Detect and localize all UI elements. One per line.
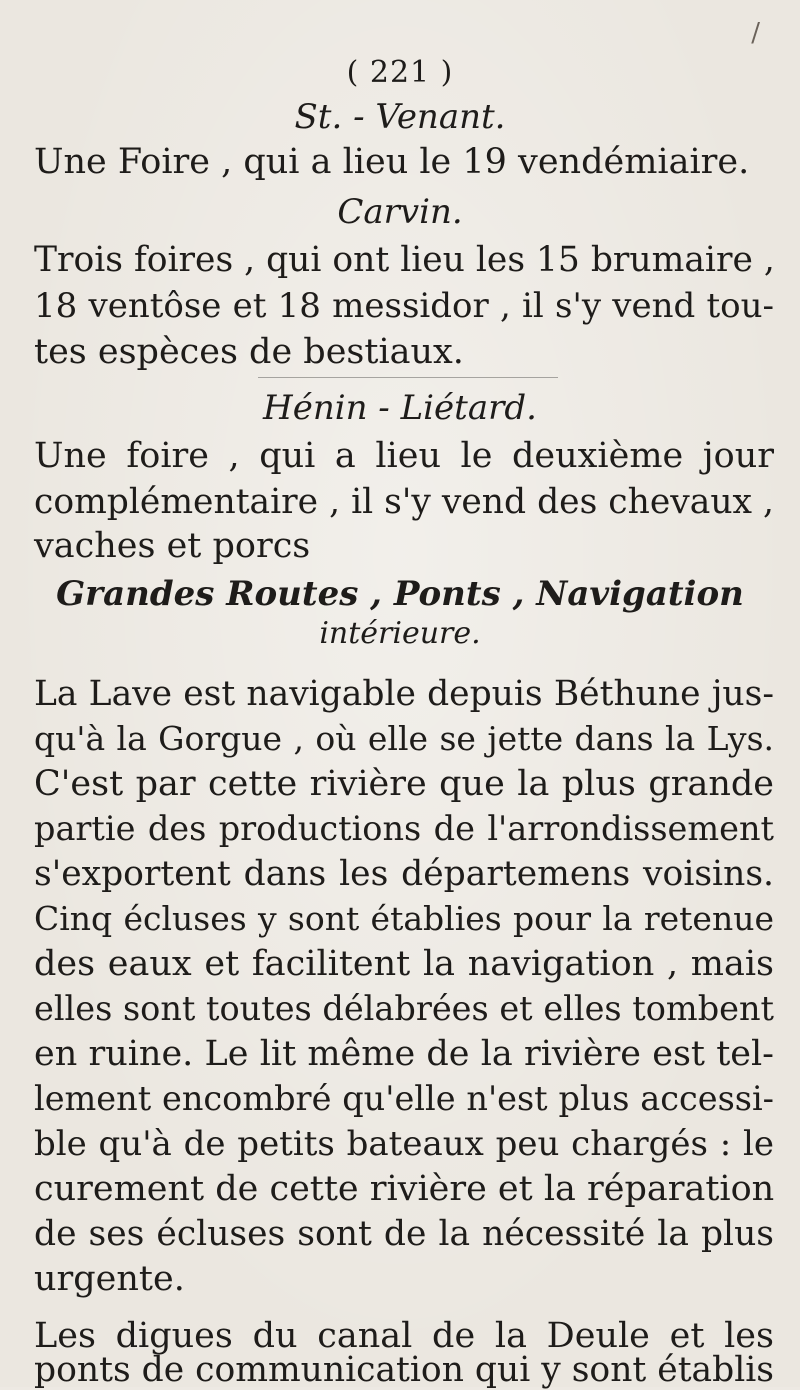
text-line: Cinq écluses y sont établies pour la retenue xyxy=(34,899,774,938)
text-line: de ses écluses sont de la nécessité la plus xyxy=(34,1214,774,1254)
text-line: Les digues du canal de la Deule et les xyxy=(34,1316,774,1356)
text-line: Une Foire , qui a lieu le 19 vendémiaire. xyxy=(34,142,750,182)
text-line: partie des productions de l'arrondissement xyxy=(34,809,774,848)
text-line: Trois foires , qui ont lieu les 15 brumaire , xyxy=(34,240,775,280)
text-line: urgente. xyxy=(34,1259,185,1299)
text-line: lement encombré qu'elle n'est plus accessi- xyxy=(34,1079,774,1118)
section-divider xyxy=(258,377,558,378)
text-line: 18 ventôse et 18 messidor , il s'y vend tou- xyxy=(34,286,774,326)
text-line: C'est par cette rivière que la plus grande xyxy=(34,764,774,804)
text-line: Une foire , qui a lieu le deuxième jour xyxy=(34,436,774,476)
text-line: La Lave est navigable depuis Béthune jus- xyxy=(34,674,774,714)
text-line: qu'à la Gorgue , où elle se jette dans la Lys. xyxy=(34,719,774,758)
corner-mark: / xyxy=(751,18,760,48)
text-line: des eaux et facilitent la navigation , mais xyxy=(34,944,774,984)
heading-grandes-routes: Grandes Routes , Ponts , Navigation xyxy=(56,574,744,614)
text-line: ble qu'à de petits bateaux peu chargés : le xyxy=(34,1124,774,1164)
text-line: complémentaire , il s'y vend des chevaux , xyxy=(34,482,774,522)
heading-grandes-routes-cont: intérieure. xyxy=(319,616,481,651)
text-line: elles sont toutes délabrées et elles tombent xyxy=(34,989,774,1028)
text-line: vaches et porcs xyxy=(34,526,311,566)
heading-st-venant: St. - Venant. xyxy=(294,97,506,137)
text-line: curement de cette rivière et la réparation xyxy=(34,1169,775,1209)
text-line: en ruine. Le lit même de la rivière est tel- xyxy=(34,1034,774,1074)
heading-carvin: Carvin. xyxy=(337,192,463,232)
text-line: tes espèces de bestiaux. xyxy=(34,332,464,372)
text-line: ponts de communication qui y sont établis xyxy=(34,1350,774,1390)
page-number: ( 221 ) xyxy=(346,55,454,90)
text-line: s'exportent dans les départemens voisins. xyxy=(34,854,774,894)
heading-henin-lietard: Hénin - Liétard. xyxy=(263,388,537,428)
